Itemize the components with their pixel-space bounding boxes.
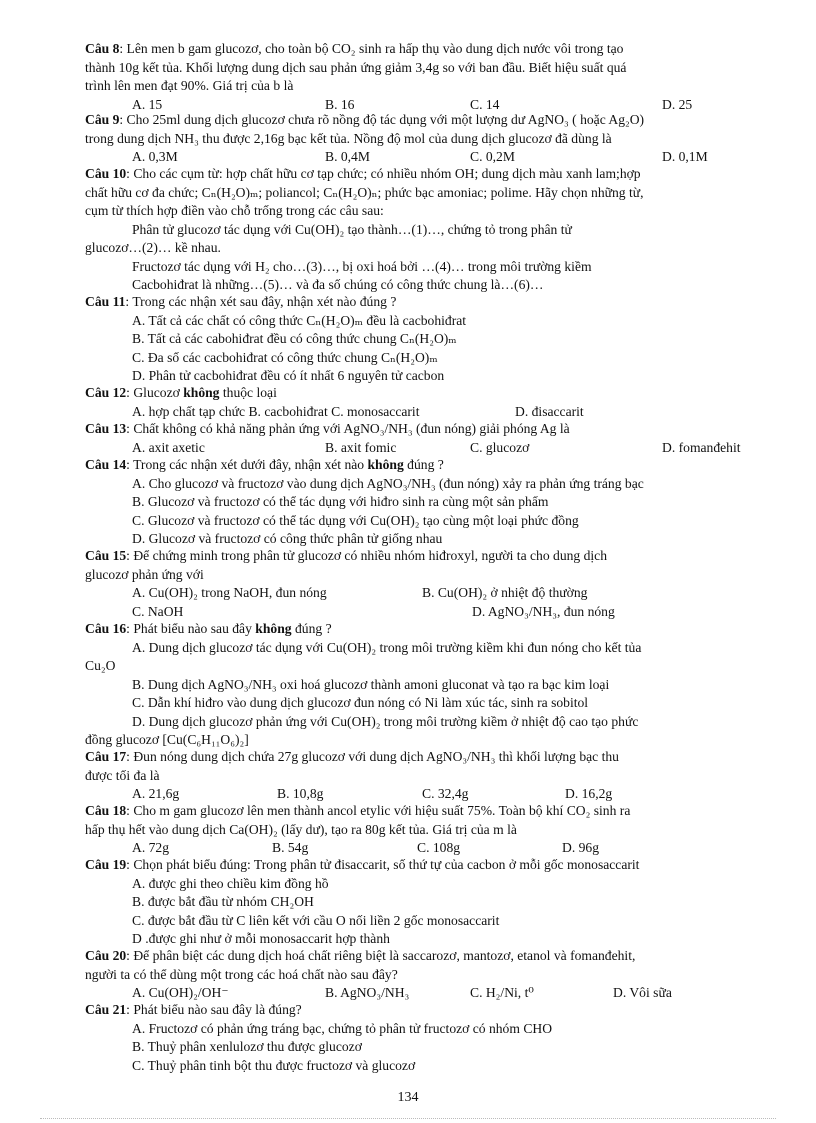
answer-options [85,148,720,167]
option-c: C. Glucozơ và fructozơ có thể tác dụng với Cu(OH)₂ tạo cùng một loại phức đồng [132,512,579,528]
question-10 [85,165,720,295]
option-b: B. được bắt đầu từ nhóm CH₂OH [132,894,314,909]
option-a: A. Cu(OH)₂/OH⁻ [132,985,229,1000]
question-text: : Glucozơ [126,385,184,400]
question-text: : Lên men b gam glucozơ, cho toàn bộ CO₂ sinh ra hấp thụ vào dung dịch nước vôi trong tạo [119,41,624,56]
option-d: D .được ghi như ở mỗi monosaccarit hợp thành [132,931,390,946]
question-8 [85,40,720,114]
question-label: Câu 11 [85,294,126,309]
question-text: : Chọn phát biểu đúng: Trong phân tử đisaccarit, số thứ tự của cacbon ở mỗi gốc monosaccarit [126,857,640,872]
answer-options [85,839,720,858]
option-c: C. glucozơ [470,439,530,455]
question-text: glucozơ phản ứng với [85,566,204,582]
option-a: A. Tất cả các chất có công thức Cₙ(H₂O)ₘ đều là cacbohiđrat [132,312,467,328]
emphasis-text: không [183,385,220,400]
question-text: : Để chứng minh trong phân tử glucozơ có nhiều nhóm hiđroxyl, người ta cho dung dịch [126,548,608,563]
option-a: A. được ghi theo chiều kim đồng hồ [132,875,329,891]
question-label: Câu 12 [85,385,127,400]
option-b: B. 0,4M [325,149,370,164]
question-text: : Trong các nhận xét sau đây, nhận xét nào đúng ? [125,294,397,309]
emphasis-text: không [255,621,292,636]
option-b: B. 10,8g [277,786,324,801]
question-label: Câu 16 [85,621,127,636]
option-b: B. Thuỷ phân xenlulozơ thu được glucozơ [132,1039,362,1054]
option-c: C. Đa số các cacbohiđrat có công thức chung Cₙ(H₂O)ₘ [132,349,438,365]
question-text: đúng ? [291,621,332,636]
option-a: A. 72g [132,840,170,855]
question-text: : Đun nóng dung dịch chứa 27g glucozơ với dung dịch AgNO₃/NH₃ thì khối lượng bạc thu [126,749,619,764]
question-label: Câu 19 [85,857,127,872]
option-a: A. axit axetic [132,439,205,455]
question-text: được tối đa là [85,767,160,783]
option-b: B. axit fomic [325,439,397,455]
option-a-cont: Cu₂O [85,658,116,673]
option-d: D. Dung dịch glucozơ phản ứng với Cu(OH)₂ trong môi trường kiềm ở nhiệt độ cao tạo phức [132,713,639,729]
option-c: C. H₂/Ni, t⁰ [470,985,534,1000]
option-d: D. Phân tử cacbohiđrat đều có ít nhất 6 nguyên tử cacbon [132,368,445,383]
option-b: B. 54g [272,840,309,855]
option-d-cont: đồng glucozơ [Cu(C₆H₁₁O₆)₂] [85,732,249,747]
question-11 [85,293,720,386]
question-text: : Để phân biệt các dung dịch hoá chất riêng biệt là saccarozơ, mantozơ, etanol và fomanđehit, [126,948,636,963]
answer-options [85,439,741,458]
question-text: thành 10g kết tủa. Khối lượng dung dịch sau phản ứng giảm 3,4g so với ban đầu. Biết hiệu suất quá [85,59,627,75]
question-text: : Trong các nhận xét dưới đây, nhận xét nào [126,457,368,472]
answer-options [85,984,720,1003]
question-text: người ta có thể dùng một trong các hoá chất nào sau đây? [85,966,398,982]
option-d: D. AgNO₃/NH₃, đun nóng [472,603,615,619]
option-b: B. Cu(OH)₂ ở nhiệt độ thường [422,585,588,600]
option-b: B. Dung dịch AgNO₃/NH₃ oxi hoá glucozơ thành amoni gluconat và tạo ra bạc kim loại [132,676,610,692]
question-text: cụm từ thích hợp điền vào chỗ trống trong các câu sau: [85,203,384,218]
question-label: Câu 18 [85,803,127,818]
question-label: Câu 20 [85,948,127,963]
question-17 [85,748,720,804]
option-d: D. 96g [562,840,600,855]
question-text: Fructozơ tác dụng với H₂ cho…(3)…, bị oxi hoá bởi …(4)… trong môi trường kiềm [132,258,592,274]
page-number: 134 [397,1090,419,1105]
option-abc: A. hợp chất tạp chức B. cacbohiđrat C. monosaccarit [132,403,420,419]
question-text: : Cho m gam glucozơ lên men thành ancol etylic với hiệu suất 75%. Toàn bộ khí CO₂ sinh ra [126,803,631,818]
option-d: D. 16,2g [565,786,613,801]
option-c: C. được bắt đầu từ C liên kết với cầu O nối liền 2 gốc monosaccarit [132,912,500,928]
option-a: A. 15 [132,96,163,112]
question-text: : Cho 25ml dung dịch glucozơ chưa rõ nồng độ tác dụng với một lượng dư AgNO₃ ( hoặc Ag₂O) [119,112,645,127]
question-label: Câu 9 [85,112,120,127]
option-b: B. Glucozơ và fructozơ có thể tác dụng với hiđro sinh ra cùng một sản phẩm [132,494,549,509]
option-d: D. Glucozơ và fructozơ có công thức phân tử giống nhau [132,531,443,546]
option-a: A. Cu(OH)₂ trong NaOH, đun nóng [132,585,327,600]
option-d: D. 0,1M [662,149,708,164]
question-label: Câu 13 [85,421,127,436]
question-text: glucozơ…(2)… kề nhau. [85,240,221,255]
option-a: A. Dung dịch glucozơ tác dụng với Cu(OH)₂ trong môi trường kiềm khi đun nóng cho kết tủa [132,639,642,655]
option-a: A. 0,3M [132,149,178,164]
option-b: B. AgNO₃/NH₃ [325,985,410,1000]
option-a: A. Fructozơ có phản ứng tráng bạc, chứng tỏ phân tử fructozơ có nhóm CHO [132,1020,553,1036]
question-20 [85,947,720,1003]
question-label: Câu 15 [85,548,127,563]
question-9 [85,111,720,167]
option-c: C. 14 [470,96,500,112]
answer-options [85,584,720,621]
option-d: D. đisaccarit [515,403,584,419]
option-a: A. 21,6g [132,786,180,801]
answer-options [85,403,720,422]
option-c: C. 32,4g [422,786,469,801]
option-d: D. 25 [662,96,693,112]
question-16 [85,620,720,750]
option-b: B. 16 [325,96,355,112]
question-text: đúng ? [403,457,444,472]
question-label: Câu 14 [85,457,127,472]
question-text: Cacbohiđrat là những…(5)… và đa số chúng có công thức chung là…(6)… [132,277,544,292]
question-text: chất hữu cơ đa chức; Cₙ(H₂O)ₘ; poliancol; Cₙ(H₂O)ₙ; phức bạc amoniac; polime. Hãy chọn những từ, [85,184,644,200]
question-18 [85,802,720,858]
question-label: Câu 10 [85,166,127,181]
option-d: D. fomanđehit [662,439,741,455]
question-label: Câu 17 [85,749,127,764]
question-text: : Phát biểu nào sau đây là đúng? [126,1002,302,1017]
question-15 [85,547,720,621]
option-c: C. Thuỷ phân tinh bột thu được fructozơ và glucozơ [132,1057,416,1073]
option-c: C. NaOH [132,603,184,619]
question-text: : Chất không có khả năng phản ứng với AgNO₃/NH₃ (đun nóng) giải phóng Ag là [126,421,570,436]
option-b: B. Tất cả các cabohiđrat đều có công thức chung Cₙ(H₂O)ₘ [132,331,457,346]
option-c: C. Dẫn khí hiđro vào dung dịch glucozơ đun nóng có Ni làm xúc tác, sinh ra sobitol [132,695,589,710]
question-text: : Phát biểu nào sau đây [126,621,256,636]
question-text: trong dung dịch NH₃ thu được 2,16g bạc kết tủa. Nồng độ mol của dung dịch glucozơ đã dùng là [85,130,612,146]
question-19 [85,856,720,949]
question-text: Phân tử glucozơ tác dụng với Cu(OH)₂ tạo thành…(1)…, chứng tỏ trong phân tử [132,221,572,237]
question-12 [85,384,720,421]
option-c: C. 0,2M [470,149,515,164]
footer-divider [40,1118,776,1119]
question-text: hấp thụ hết vào dung dịch Ca(OH)₂ (lấy dư), tạo ra 80g kết tủa. Giá trị của m là [85,821,517,837]
question-text: thuộc loại [219,385,277,400]
question-text: : Cho các cụm từ: hợp chất hữu cơ tạp chức; có nhiều nhóm OH; dung dịch màu xanh lam;hợp [126,166,641,181]
question-label: Câu 8 [85,41,120,56]
question-text: trình lên men đạt 90%. Giá trị của b là [85,78,294,93]
option-c: C. 108g [417,840,461,855]
question-21 [85,1001,720,1075]
question-13 [85,420,741,457]
emphasis-text: không [367,457,404,472]
answer-options [85,785,720,804]
question-label: Câu 21 [85,1002,127,1017]
option-a: A. Cho glucozơ và fructozơ vào dung dịch AgNO₃/NH₃ (đun nóng) xảy ra phản ứng tráng bạc [132,475,644,491]
question-14 [85,456,720,549]
option-d: D. Vôi sữa [613,985,672,1000]
